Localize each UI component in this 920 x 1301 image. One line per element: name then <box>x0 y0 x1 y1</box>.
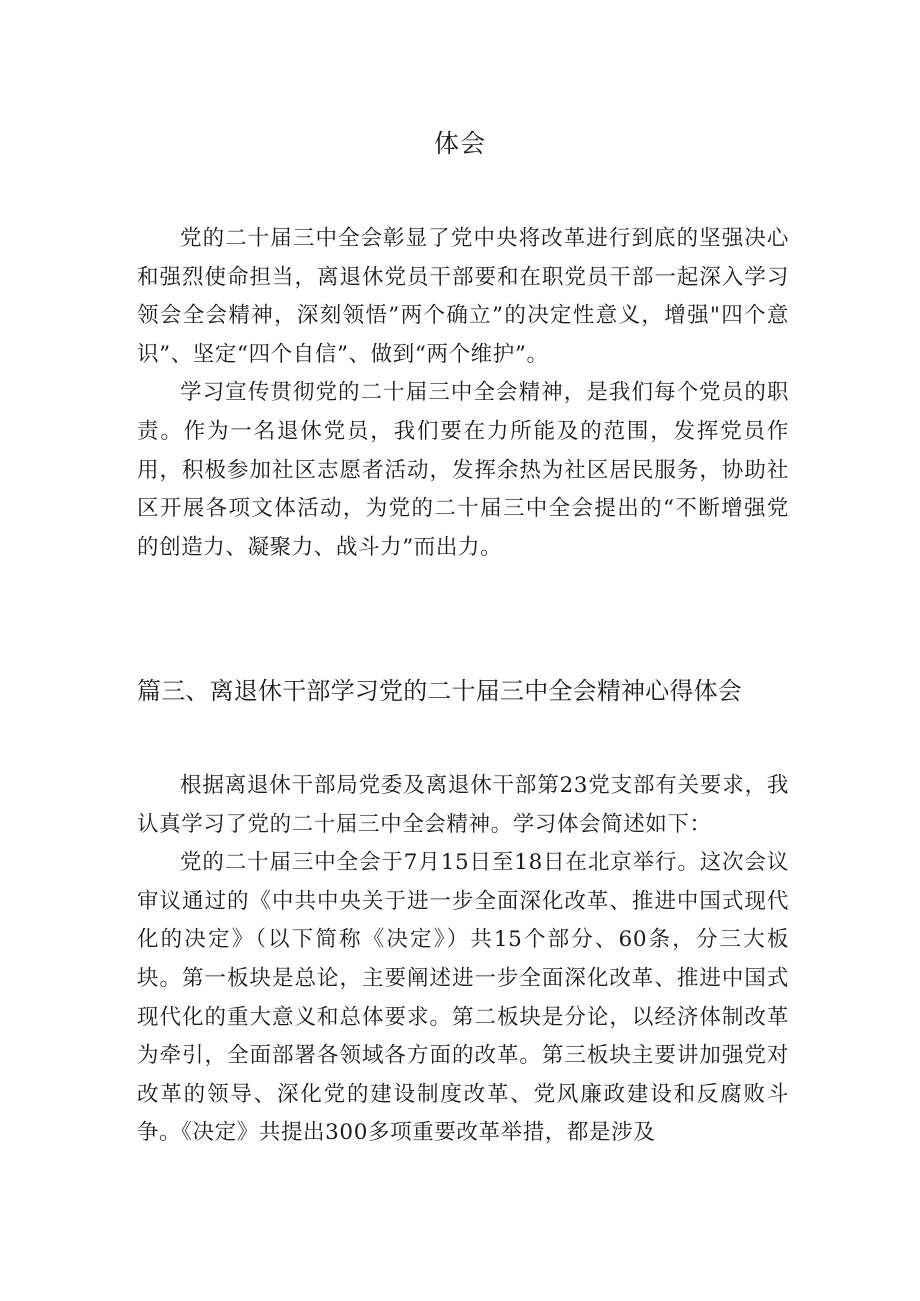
paragraph: 党的二十届三中全会彰显了党中央将改革进行到底的坚强决心和强烈使命担当，离退休党员干部要和在职党员干部一起深入学习领会全会精神，深刻领悟”两个确立”的决定性意义，增强"四个意识”、坚定“四个自信”、做到“两个维护”。 <box>137 226 789 367</box>
section-title: 篇三、离退休干部学习党的二十届三中全会精神心得体会 <box>137 677 742 705</box>
paragraph: 学习宣传贯彻党的二十届三中全会精神，是我们每个党员的职责。作为一名退休党员，我们要在力所能及的范围，发挥党员作用，积极参加社区志愿者活动，发挥余热为社区居民服务，协助社区开展各项文体活动，为党的二十届三中全会提出的“不断增强党的创造力、凝聚力、战斗力”而出力。 <box>137 380 789 560</box>
paragraph: 根据离退休干部局党委及离退休干部第23党支部有关要求，我认真学习了党的二十届三中全会精神。学习体会简述如下： <box>137 773 789 837</box>
top-heading: 体会 <box>433 129 486 158</box>
first-text-block <box>137 220 789 567</box>
second-text-block <box>137 767 789 1153</box>
paragraph: 党的二十届三中全会于7月15日至18日在北京举行。这次会议审议通过的《中共中央关于进一步全面深化改革、推进中国式现代化的决定》（以下简称《决定》）共15个部分、60条，分三大板块。第一板块是总论，主要阐述进一步全面深化改革、推进中国式现代化的重大意义和总体要求。第二板块是分论，以经济体制改革为牵引，全面部署各领域各方面的改革。第三板块主要讲加强党对改革的领导、深化党的建设制度改革、党风廉政建设和反腐败斗争。《决定》共提出300多项重要改革举措，都是涉及 <box>137 850 789 1146</box>
